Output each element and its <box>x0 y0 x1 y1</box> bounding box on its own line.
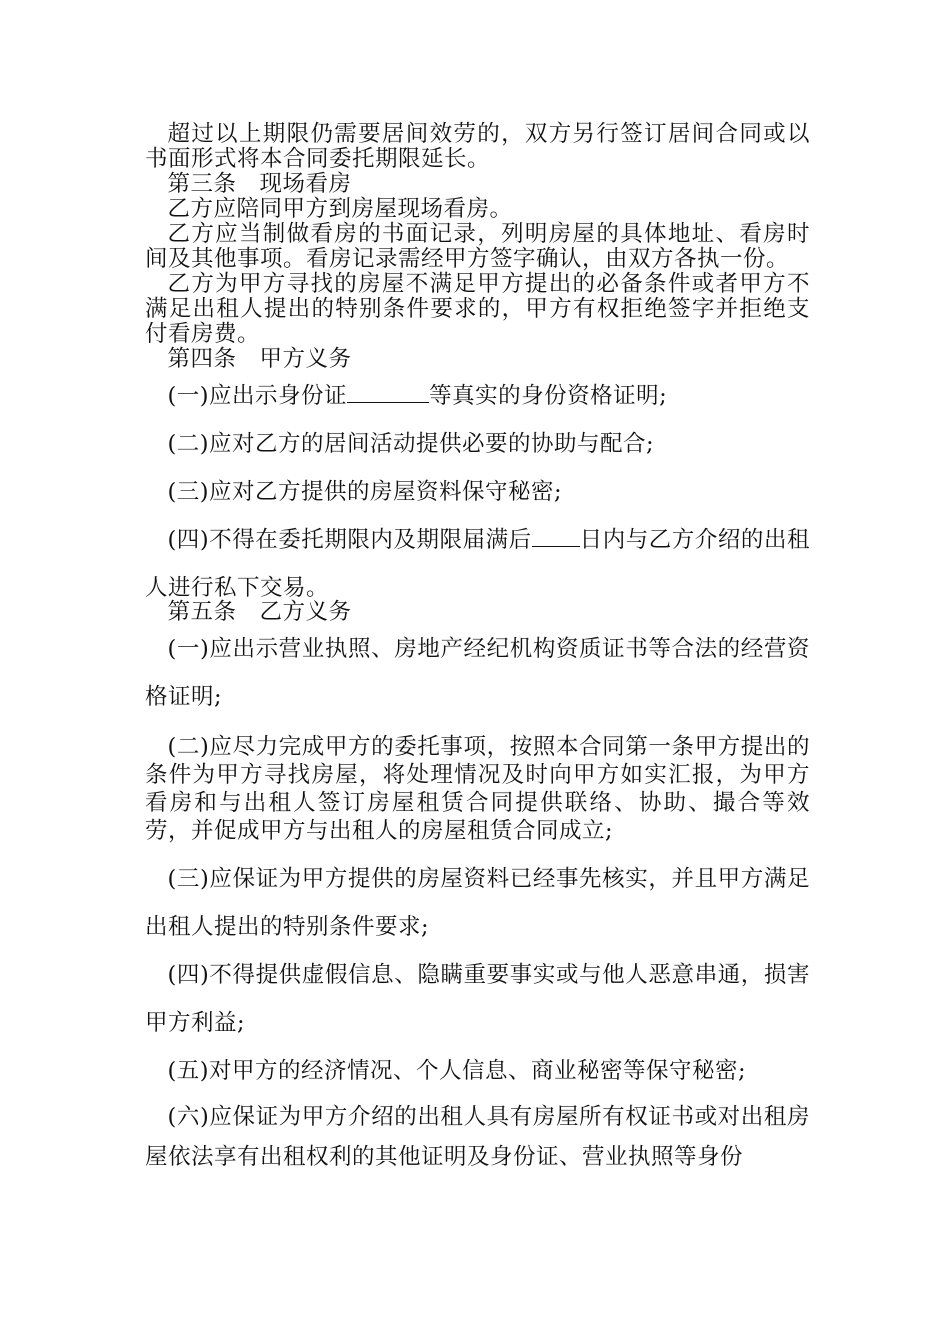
article-4-item-1-pre: (一)应出示身份证 <box>167 383 348 409</box>
article-4-item-3: (三)应对乙方提供的房屋资料保守秘密; <box>167 479 563 505</box>
article-5-item-6: (六)应保证为甲方介绍的出租人具有房屋所有权证书或对出租房屋依法享有出租权利的其他证明及身份证、营业执照等身份 <box>145 1104 810 1170</box>
article-4-heading: 第四条 甲方义务 <box>167 346 352 372</box>
article-4-item-4 <box>145 516 810 612</box>
article-5-heading: 第五条 乙方义务 <box>167 599 352 625</box>
article-4-item-1-post: 等真实的身份资格证明; <box>429 383 668 409</box>
article-3-paragraph-3: 乙方为甲方寻找的房屋不满足甲方提出的必备条件或者甲方不满足出租人提出的特别条件要求的，甲方有权拒绝签字并拒绝支付看房费。 <box>145 271 810 347</box>
article-3-paragraph-2: 乙方应当制做看房的书面记录，列明房屋的具体地址、看房时间及其他事项。看房记录需经甲方签字确认，由双方各执一份。 <box>145 221 810 272</box>
days-blank-line <box>532 528 580 547</box>
article-5-item-4: (四)不得提供虚假信息、隐瞒重要事实或与他人恶意串通，损害甲方利益; <box>145 962 810 1036</box>
article-5-item-2: (二)应尽力完成甲方的委托事项，按照本合同第一条甲方提出的条件为甲方寻找房屋，将处理情况及时向甲方如实汇报，为甲方看房和与出租人签订房屋租赁合同提供联络、协助、撮合等效劳，并促成甲方与出租人的房屋租赁合同成立; <box>145 734 810 844</box>
article-3-heading: 第三条 现场看房 <box>167 171 352 197</box>
id-blank-line <box>347 384 429 403</box>
article-4-item-4-pre: (四)不得在委托期限内及期限届满后 <box>167 527 532 553</box>
paragraph-extension: 超过以上期限仍需要居间效劳的，双方另行签订居间合同或以书面形式将本合同委托期限延长。 <box>145 121 810 172</box>
article-5-item-3: (三)应保证为甲方提供的房屋资料已经事先核实，并且甲方满足出租人提出的特别条件要求; <box>145 866 810 940</box>
document-body <box>145 122 810 1177</box>
article-4-item-4-post: 日内与乙方介绍的出租人进行私下交易。 <box>145 527 810 601</box>
article-5-item-1: (一)应出示营业执照、房地产经纪机构资质证书等合法的经营资格证明; <box>145 636 810 710</box>
article-4-item-1 <box>145 372 810 420</box>
article-5-item-5: (五)对甲方的经济情况、个人信息、商业秘密等保守秘密; <box>167 1058 747 1084</box>
article-4-item-2: (二)应对乙方的居间活动提供必要的协助与配合; <box>167 431 655 457</box>
article-3-paragraph-1: 乙方应陪同甲方到房屋现场看房。 <box>167 196 513 222</box>
